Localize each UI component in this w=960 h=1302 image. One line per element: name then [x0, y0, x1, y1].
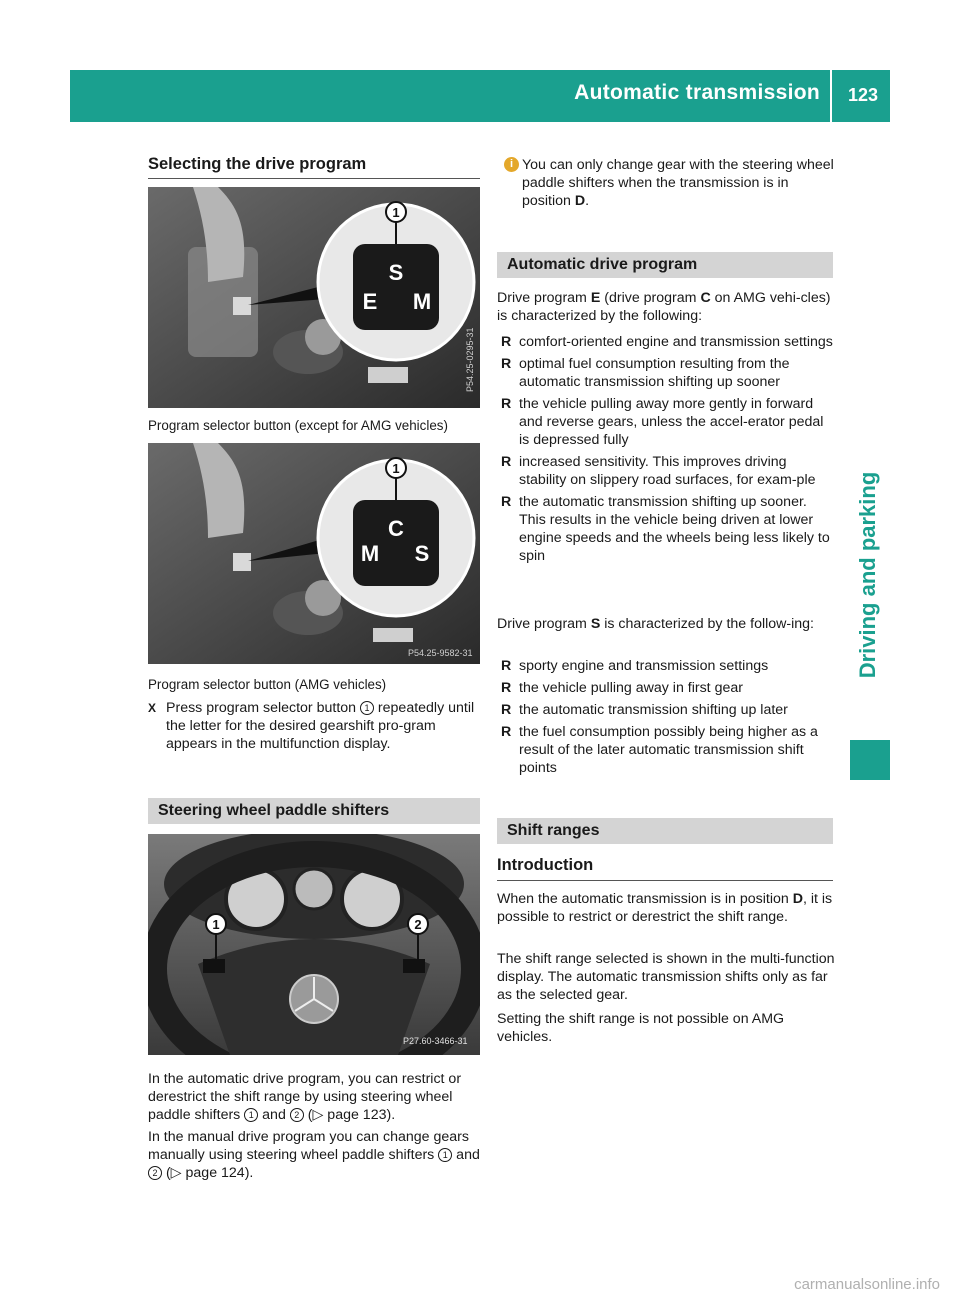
list-item-text: the automatic transmission shifting up sooner. This results in the vehicle being driven at lower engine speeds and the wheels being less likely to spin: [519, 494, 830, 564]
list-item: [497, 679, 835, 697]
letter-top: S: [388, 260, 404, 285]
section-band-shift-ranges: [497, 818, 833, 844]
callout-ref-1: 1: [244, 1108, 258, 1122]
text: and: [452, 1147, 480, 1163]
program-s: S: [590, 616, 601, 632]
bullet-marker: R: [501, 658, 512, 674]
list-item: [497, 723, 835, 777]
section-title-automatic: Automatic drive program: [507, 256, 698, 273]
text: .: [585, 193, 590, 209]
gear-d: D: [574, 193, 586, 209]
step-text-start: Press program selector button: [166, 700, 360, 716]
info-text: You can only change gear with the steering wheel paddle shifters when the transmission is in position: [522, 157, 834, 209]
side-tab: [848, 440, 888, 710]
bullet-marker: R: [501, 396, 512, 412]
bullet-marker: R: [501, 724, 512, 740]
list-item: [497, 701, 835, 719]
callout-1: 1: [392, 461, 400, 476]
page-number: 123: [847, 85, 878, 105]
list-item-text: the vehicle pulling away in first gear: [519, 680, 743, 696]
chapter-title: Automatic transmission: [574, 81, 820, 104]
instruction-step: [148, 699, 480, 753]
letter-right: S: [414, 541, 430, 566]
page-reference-link[interactable]: (▷ page 124).: [162, 1165, 254, 1181]
image-code: P54.25-9582-31: [408, 648, 473, 658]
text: Drive program: [497, 616, 591, 632]
page-header-bar: [70, 70, 890, 122]
shift-paragraph-2: The shift range selected is shown in the multi-function display. The automatic transmission shifts only as far as the selected gear.: [497, 951, 835, 1003]
caption-1: Program selector button (except for AMG vehicles): [148, 418, 448, 433]
callout-ref-2: 2: [148, 1166, 162, 1180]
step-marker: X: [148, 701, 157, 715]
program-selector-photo: [148, 187, 480, 408]
list-item: [497, 355, 835, 391]
paragraph-manual-paddle: [148, 1128, 482, 1182]
text: In the manual drive program you can change gears manually using steering wheel paddle shifters: [148, 1129, 469, 1163]
step-text-end: repeatedly until the letter for the desired gearshift pro-gram appears in the multifunction display.: [166, 700, 475, 752]
paragraph-automatic-paddle: [148, 1070, 482, 1124]
list-item-text: comfort-oriented engine and transmission settings: [519, 334, 833, 350]
list-item-text: the vehicle pulling away more gently in forward and reverse gears, unless the accel-erator pedal is depressed fully: [519, 396, 824, 448]
image-code: P54.25-0295-31: [465, 327, 475, 392]
list-item-text: sporty engine and transmission settings: [519, 658, 769, 674]
list-item: [497, 657, 835, 675]
list-item: [497, 453, 835, 489]
section-band-automatic: [497, 252, 833, 278]
section-band-paddle: [148, 798, 480, 824]
letter-left: M: [360, 541, 380, 566]
shift-paragraph-1: [497, 890, 835, 926]
text: (drive program: [600, 290, 701, 306]
callout-ref-1: 1: [438, 1148, 452, 1162]
amg-selector-photo: [148, 443, 480, 664]
bullet-marker: R: [501, 356, 512, 372]
image-code: P27.60-3466-31: [403, 1036, 468, 1046]
sport-intro: [497, 615, 835, 633]
callout-ref-1: 1: [360, 701, 374, 715]
list-item: [497, 493, 835, 565]
side-tab-marker: [850, 740, 890, 780]
text: and: [258, 1107, 290, 1123]
section-title-shift-ranges: Shift ranges: [507, 822, 600, 839]
letter-left: E: [362, 289, 378, 314]
section-rule: [148, 178, 480, 179]
callout-2: 2: [414, 917, 422, 932]
list-item-text: increased sensitivity. This improves driving stability on slippery road surfaces, for exam-ple: [519, 454, 816, 488]
automatic-intro: [497, 289, 835, 325]
bullet-marker: R: [501, 680, 512, 696]
side-tab-label: Driving and parking: [855, 471, 880, 679]
bullet-marker: R: [501, 494, 512, 510]
section-title-paddle: Steering wheel paddle shifters: [158, 802, 390, 819]
text: is characterized by the follow-ing:: [600, 616, 814, 632]
sport-program-list: [497, 657, 835, 781]
info-icon: i: [504, 157, 519, 172]
callout-1: 1: [212, 917, 220, 932]
caption-2: Program selector button (AMG vehicles): [148, 677, 387, 692]
list-item-text: optimal fuel consumption resulting from the automatic transmission shifting up sooner: [519, 356, 790, 390]
shift-paragraph-3: Setting the shift range is not possible on AMG vehicles.: [497, 1011, 785, 1045]
automatic-program-list: [497, 333, 835, 569]
callout-1: 1: [392, 205, 400, 220]
bullet-marker: R: [501, 702, 512, 718]
text: , it is possible to restrict or derestrict the shift range.: [497, 891, 833, 925]
list-item: [497, 395, 835, 449]
header-divider: [830, 70, 832, 122]
footer-watermark: carmanualsonline.info: [794, 1276, 940, 1293]
list-item: [497, 333, 835, 351]
subsection-title-introduction: Introduction: [497, 856, 594, 874]
info-note: [522, 156, 834, 210]
text: When the automatic transmission is in position: [497, 891, 793, 907]
callout-ref-2: 2: [290, 1108, 304, 1122]
page-reference-link[interactable]: (▷ page 123).: [303, 1107, 396, 1123]
subsection-rule: [497, 880, 833, 881]
section-title-selecting: Selecting the drive program: [148, 155, 367, 173]
letter-right: M: [412, 289, 432, 314]
steering-wheel-photo: [148, 834, 480, 1055]
program-c: C: [700, 290, 711, 306]
list-item-text: the automatic transmission shifting up later: [519, 702, 788, 718]
program-e: E: [590, 290, 601, 306]
text: In the automatic drive program, you can restrict or derestrict the shift range by using steering wheel paddle shifters: [148, 1071, 462, 1123]
list-item-text: the fuel consumption possibly being higher as a result of the later automatic transmission shift points: [519, 724, 818, 776]
text: Drive program: [497, 290, 591, 306]
gear-d: D: [792, 891, 803, 907]
letter-top: C: [388, 516, 404, 541]
bullet-marker: R: [501, 334, 512, 350]
text: on AMG vehi-cles) is characterized by the following:: [497, 290, 831, 324]
bullet-marker: R: [501, 454, 512, 470]
